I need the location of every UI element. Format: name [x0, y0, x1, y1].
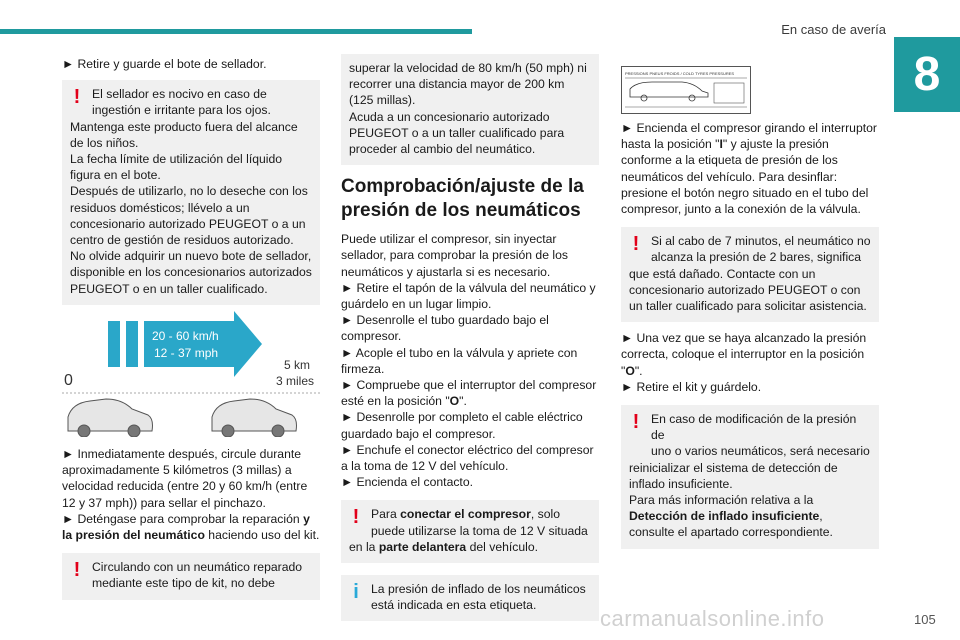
warning-text: uno o varios neumáticos, será necesario: [651, 444, 870, 459]
step-drive: ► Inmediatamente después, circule durante aproximadamente 5 kilómetros (3 millas) a velocidad reducida (entre 20 y 60 km/h (entre 12 y 37 mph)) para sellar el pinchazo.: [62, 447, 308, 510]
warning-text: [349, 506, 591, 522]
warning-box-reinit: [621, 405, 879, 549]
step-text: haciendo uso del kit.: [204, 528, 320, 543]
warning-text: Mantenga este producto fuera del alcance de los niños.: [70, 119, 298, 150]
warning-text: , consulte el apartado correspondiente.: [629, 509, 833, 540]
warning-text: Para más información relativa a la: [629, 493, 814, 508]
warning-box-connector: [341, 500, 599, 563]
step-text: ► Desenrolle el tubo guardado bajo el compresor.: [341, 313, 549, 344]
header-accent-bar: [0, 29, 472, 34]
step-text: ".: [634, 363, 643, 378]
warning-text: El sellador es nocivo en caso de: [92, 87, 267, 102]
tyre-pressure-label-image: [621, 66, 751, 114]
warning-text: reinicializar el sistema de detección de inflado insuficiente.: [629, 460, 838, 491]
step-store-sealant: ► Retire y guarde el bote de sellador.: [62, 57, 267, 71]
warning-text: en la: [349, 539, 379, 554]
column-1: [62, 56, 320, 313]
warning-text: mediante este tipo de kit, no debe: [92, 576, 275, 591]
step-text: ► Deténgase para comprobar la reparación: [62, 511, 304, 526]
distance-miles-label: 3 miles: [276, 374, 315, 388]
warning-text: [629, 492, 871, 541]
step-text: ► Retire el kit y guárdelo.: [621, 379, 762, 394]
warning-text: del vehículo.: [466, 539, 539, 554]
step-text: ".: [459, 394, 467, 409]
step-text: [341, 377, 599, 409]
warning-bold: Detección de inflado insuficiente: [629, 509, 820, 524]
warning-text: superar la velocidad de 80 km/h (50 mph) ni recorrer una distancia mayor de 200 km (125 millas).: [349, 61, 587, 108]
step-text: ► Compruebe que el interruptor del compresor esté en la posición ": [341, 378, 597, 409]
car-start-icon: [68, 399, 153, 437]
warning-icon: !: [73, 559, 81, 582]
warning-box-pressure: [621, 227, 879, 322]
warning-text: que está dañado. Contacte con un concesionario autorizado PEUGEOT o con un taller cualificado para solicitar asistencia.: [629, 266, 867, 314]
watermark: carmanualsonline.info: [600, 606, 825, 631]
warning-text: , solo: [530, 507, 561, 522]
warning-icon: !: [632, 411, 640, 434]
warning-text: Circulando con un neumático reparado: [92, 560, 303, 575]
warning-text: puede utilizarse la toma de 12 V situada: [371, 523, 588, 538]
page-number: 105: [914, 612, 936, 627]
intro-text: Puede utilizar el compresor, sin inyectar sellador, para comprobar la presión de los neumáticos y ajustarla si es necesario.: [341, 232, 568, 279]
warning-icon: !: [352, 506, 360, 529]
step-bold: I: [719, 137, 723, 152]
step-text: ► Acople el tubo en la válvula y apriete con firmeza.: [341, 345, 578, 376]
step-text: " y ajuste la presión conforme a la etiqueta de presión de los neumáticos del vehículo. Para desinflar: presione el botón negro situado en el tubo del compresor, junto a la conexión de la válvula.: [621, 137, 869, 217]
step-text: ► Desenrolle por completo el cable eléctrico guardado bajo el compresor.: [341, 410, 583, 441]
step-text: [621, 120, 879, 217]
warning-icon: !: [632, 233, 640, 256]
step-bold: y la presión del neumático: [62, 511, 310, 543]
drive-distance-illustration: [62, 307, 320, 437]
warning-text: La fecha límite de utilización del líquido figura en el bote.: [70, 152, 283, 183]
step-text: ► Enchufe el conector eléctrico del compresor a la toma de 12 V del vehículo.: [341, 442, 594, 474]
step-text: ► Una vez que se haya alcanzado la presión correcta, coloque el interruptor en la posición ": [621, 331, 867, 378]
section-title: En caso de avería: [781, 22, 886, 37]
column-2: [341, 54, 599, 629]
warning-text: Acuda a un concesionario autorizado PEUGEOT o a un taller cualificado para proceder al cambio del neumático.: [349, 109, 565, 157]
info-box-label: [341, 575, 599, 621]
warning-icon: !: [73, 86, 81, 109]
warning-text: alcanza la presión de 2 bares, significa: [651, 250, 862, 265]
warning-text: Para: [371, 507, 401, 522]
section-heading: Comprobación/ajuste de la presión de los neumáticos: [341, 176, 584, 222]
warning-text: Si al cabo de 7 minutos, el neumático no: [651, 234, 871, 249]
step-text: [621, 330, 879, 379]
start-zero-label: 0: [64, 372, 73, 389]
column-3: [621, 120, 879, 557]
column-1-lower: [62, 446, 320, 608]
step-bold: O: [449, 394, 460, 409]
warning-text: [349, 539, 591, 555]
step-text: ► Encienda el compresor girando el interruptor hasta la posición ": [621, 121, 877, 152]
speed-mph-label: 12 - 37 mph: [154, 346, 219, 360]
info-icon: i: [353, 581, 359, 604]
info-text: La presión de inflado de los neumáticos: [371, 582, 586, 597]
warning-bold: conectar el compresor: [400, 507, 531, 522]
car-end-icon: [212, 399, 297, 437]
warning-box-speed: [62, 553, 320, 599]
speed-kmh-label: 20 - 60 km/h: [152, 329, 219, 343]
tyre-label-caption: PRESSIONS PNEUS FROIDS / COLD TYRES PRESSURES: [625, 71, 735, 76]
warning-bold: parte delantera: [378, 539, 467, 554]
warning-text: Después de utilizarlo, no lo deseche con los residuos domésticos; llévelo a un concesionario autorizado PEUGEOT o a un centro de gestión de residuos autorizado.: [70, 184, 308, 248]
step-text: ► Retire el tapón de la válvula del neumático y guárdelo en un lugar limpio.: [341, 280, 596, 312]
info-text: está indicada en esta etiqueta.: [371, 598, 537, 613]
chapter-number: 8: [894, 37, 960, 112]
step-text: ► Encienda el contacto.: [341, 475, 473, 490]
distance-km-label: 5 km: [284, 358, 311, 372]
warning-text: No olvide adquirir un nuevo bote de sellador, disponible en los concesionarios autorizados PEUGEOT o en un taller cualificado.: [70, 249, 312, 296]
warning-box-continued: [341, 54, 599, 165]
step-bold: O: [625, 363, 635, 378]
step-check: [62, 511, 320, 543]
warning-text: ingestión e irritante para los ojos.: [92, 103, 271, 118]
car-outline-icon: [630, 82, 708, 101]
warning-box-sealant: [62, 80, 320, 305]
warning-text: En caso de modificación de la presión de: [651, 412, 857, 443]
